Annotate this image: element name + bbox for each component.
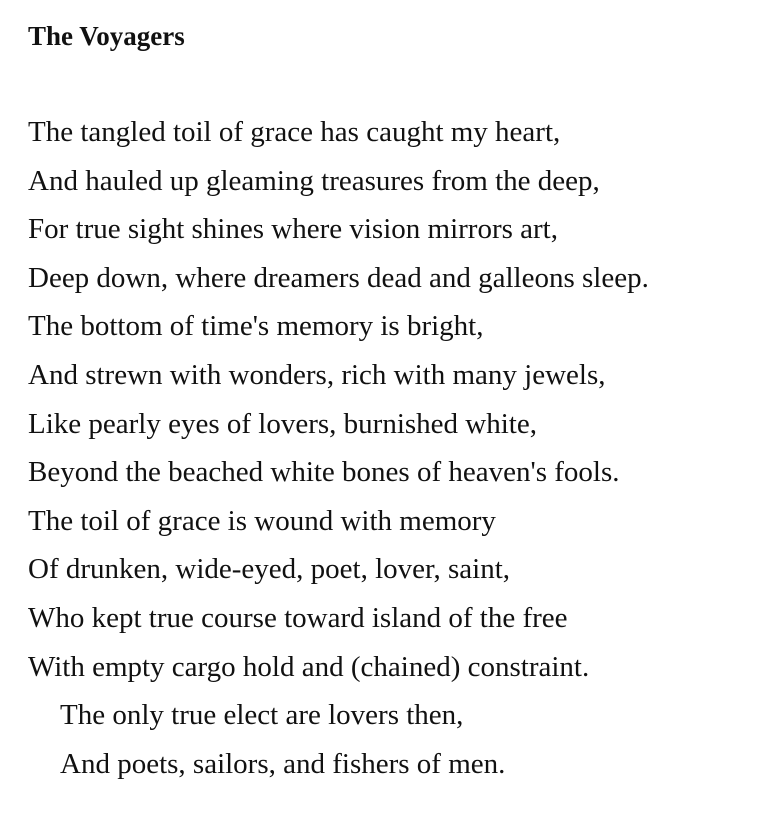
poem-line: Who kept true course toward island of the free: [28, 601, 568, 634]
poem-line: Beyond the beached white bones of heaven's fools.: [28, 456, 620, 489]
poem-line: And poets, sailors, and fishers of men.: [60, 747, 506, 780]
poem-line: With empty cargo hold and (chained) constraint.: [28, 650, 590, 683]
poem-line: Of drunken, wide-eyed, poet, lover, saint,: [28, 553, 511, 586]
poem-line: The tangled toil of grace has caught my heart,: [28, 116, 561, 148]
poem-line: The toil of grace is wound with memory: [28, 504, 496, 537]
poem-line: The only true elect are lovers then,: [60, 699, 464, 732]
poem-line: Like pearly eyes of lovers, burnished white,: [28, 407, 537, 440]
poem-title: The Voyagers: [28, 21, 185, 51]
poem-stanza: [28, 108, 649, 788]
poem-line: Deep down, where dreamers dead and galleons sleep.: [28, 261, 649, 294]
poem-line: And hauled up gleaming treasures from the deep,: [28, 164, 600, 197]
poem-line: The bottom of time's memory is bright,: [28, 310, 484, 343]
poem-line: And strewn with wonders, rich with many jewels,: [28, 358, 606, 391]
poem-line: For true sight shines where vision mirrors art,: [28, 213, 558, 246]
